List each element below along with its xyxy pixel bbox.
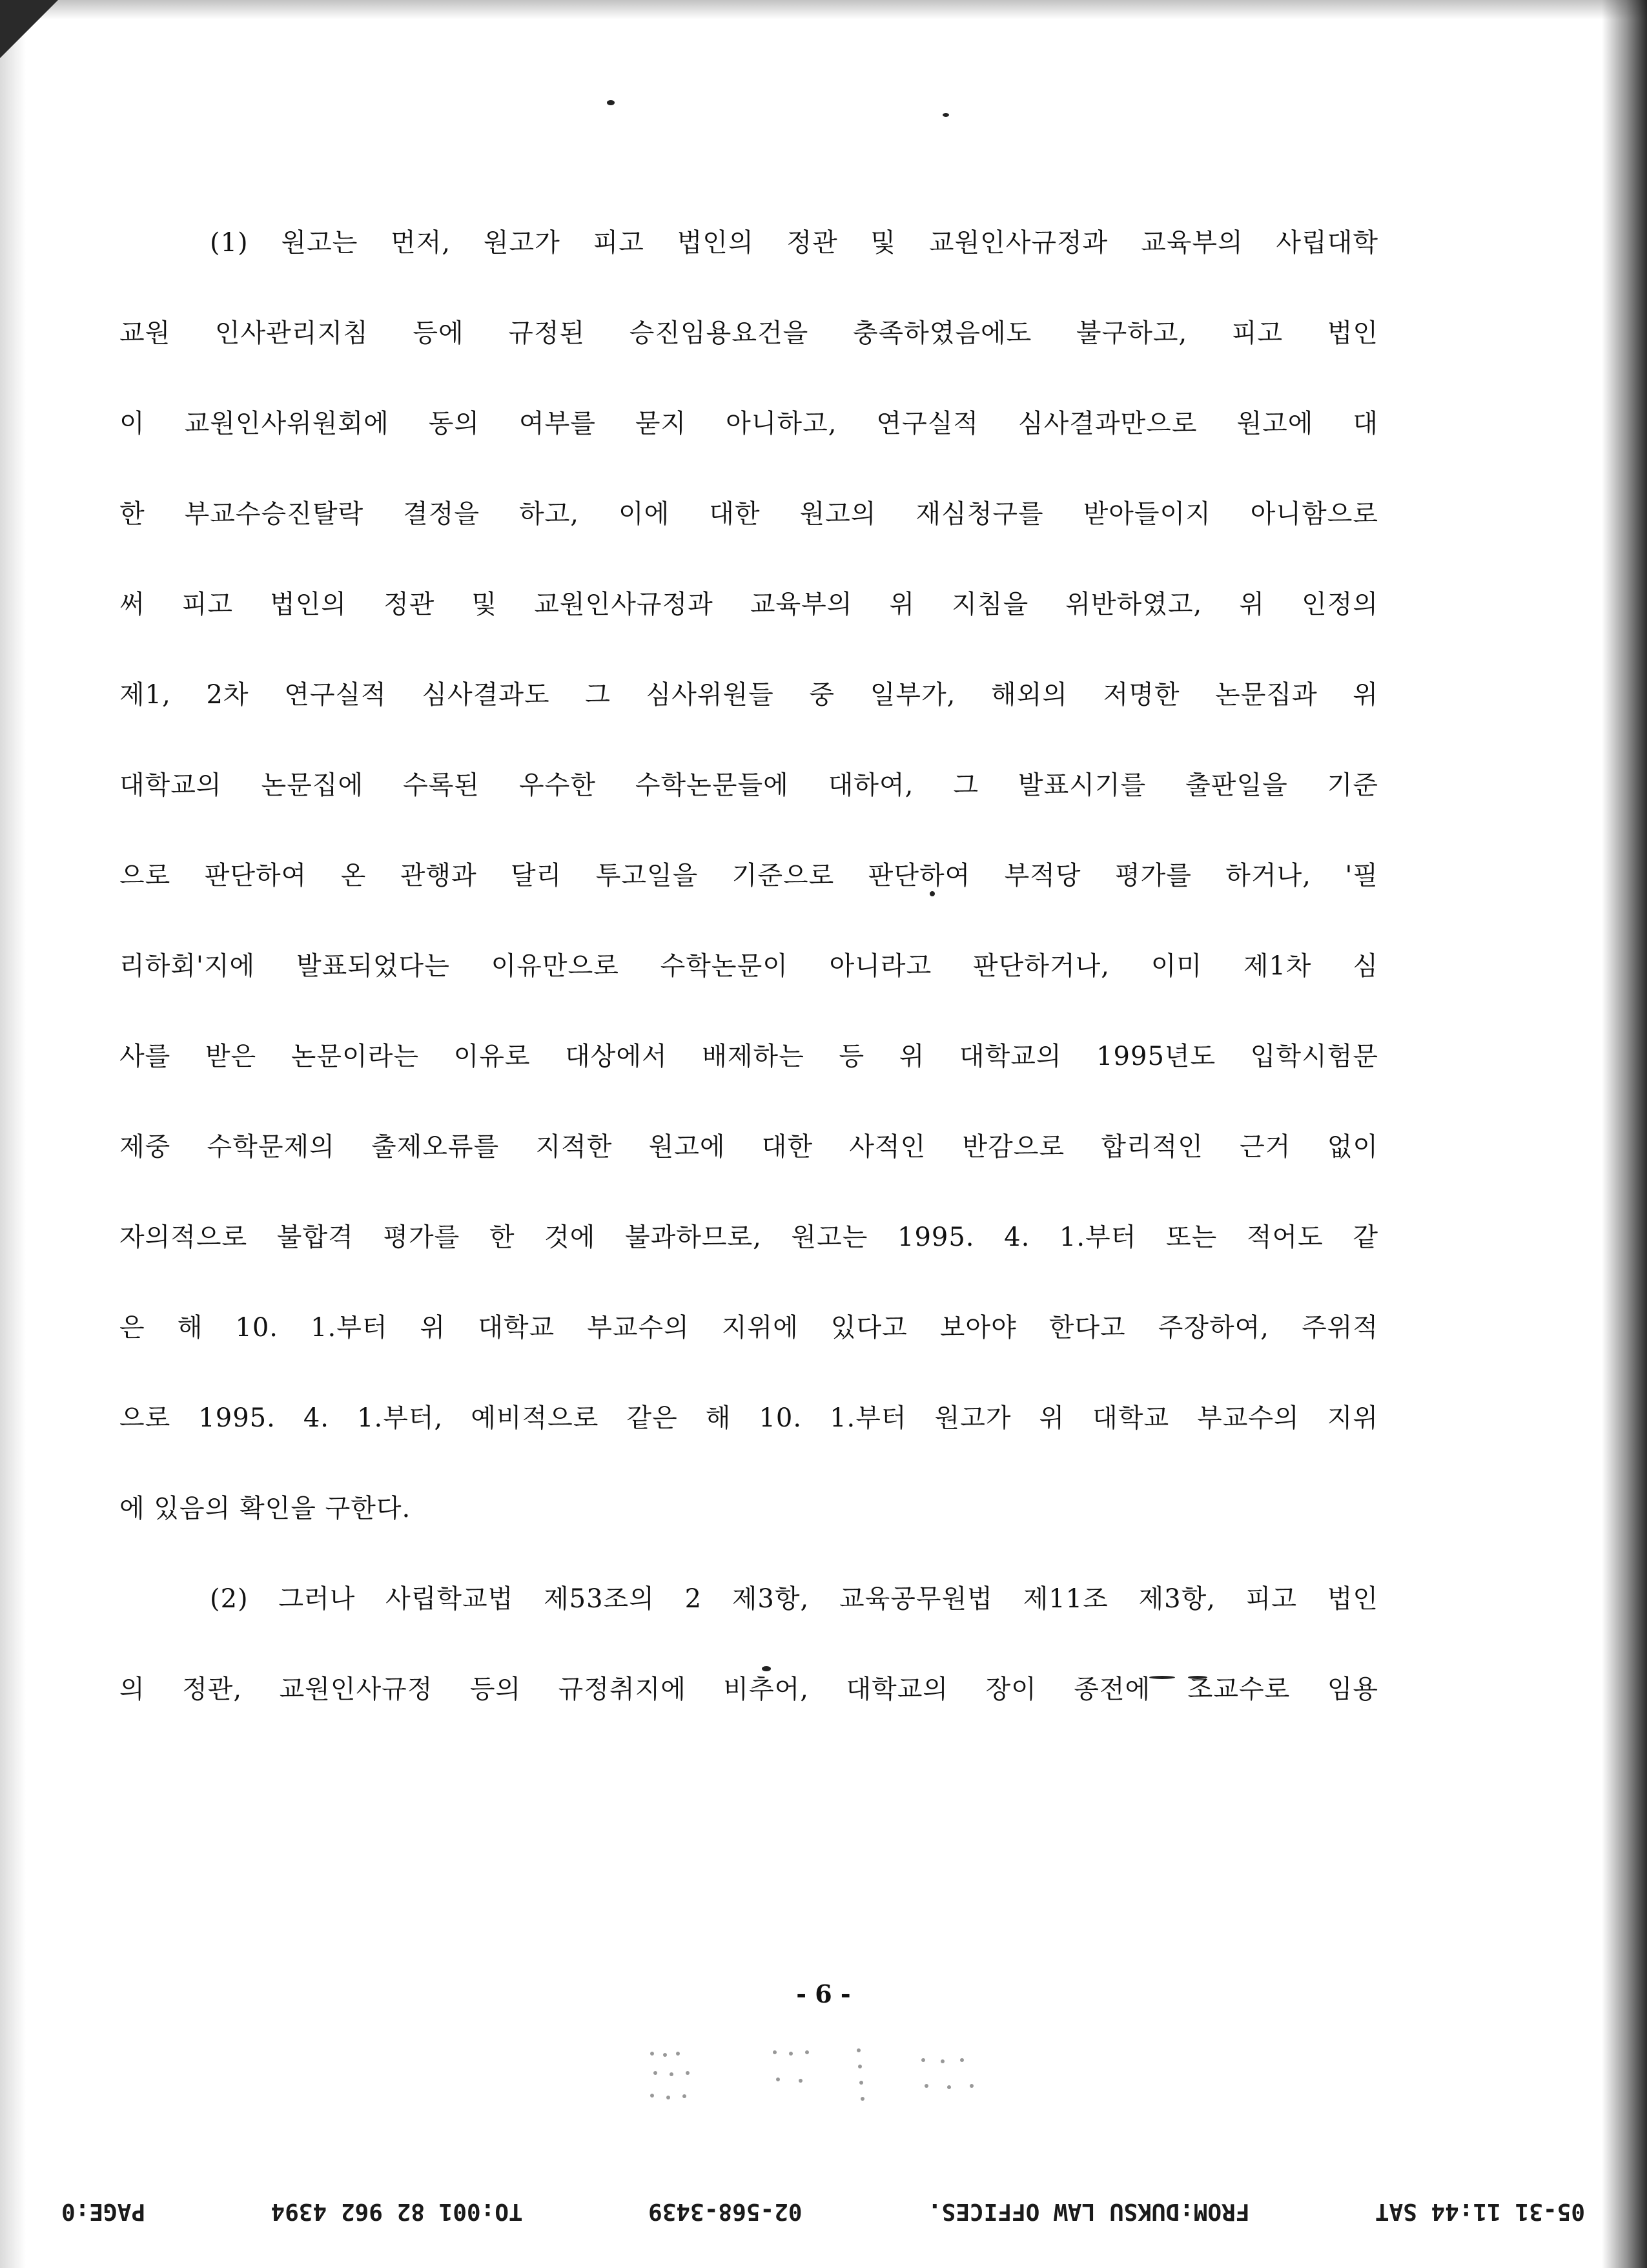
scan-edge-top bbox=[0, 0, 1647, 19]
body-line: 제중 수학문제의 출제오류를 지적한 원고에 대한 사적인 반감으로 합리적인 근거 없이 bbox=[119, 1132, 1378, 1162]
page-number: - 6 - bbox=[796, 1979, 851, 2008]
body-line: 의 정관, 교원인사규정 등의 규정취지에 비추어, 대학교의 장이 종전에 조교수로 임용 bbox=[119, 1675, 1378, 1704]
stamp-mark-residue bbox=[639, 2041, 1001, 2118]
body-line: 사를 받은 논문이라는 이유로 대상에서 배제하는 등 위 대학교의 1995년도 입학시험문 bbox=[119, 1042, 1378, 1071]
body-text bbox=[119, 213, 1378, 1750]
fax-datetime: 05-31 11:44 SAT bbox=[1375, 2198, 1585, 2225]
scan-corner-shadow bbox=[0, 0, 58, 58]
body-line: 제1, 2차 연구실적 심사결과도 그 심사위원들 중 일부가, 해외의 저명한 논문집과 위 bbox=[119, 680, 1378, 710]
fax-from-phone: 02-568-3439 bbox=[648, 2198, 803, 2225]
body-line: (1) 원고는 먼저, 원고가 피고 법인의 정관 및 교원인사규정과 교육부의 사립대학 bbox=[210, 228, 1378, 258]
body-line: 리하회'지에 발표되었다는 이유만으로 수학논문이 아니라고 판단하거나, 이미 제1차 심 bbox=[119, 951, 1378, 981]
body-line: (2) 그러나 사립학교법 제53조의 2 제3항, 교육공무원법 제11조 제3항, 피고 법인 bbox=[210, 1584, 1378, 1614]
body-line: 에 있음의 확인을 구한다. bbox=[119, 1494, 411, 1523]
body-line: 으로 판단하여 온 관행과 달리 투고일을 기준으로 판단하여 부적당 평가를 하거나, '필 bbox=[119, 861, 1378, 891]
body-line: 써 피고 법인의 정관 및 교원인사규정과 교육부의 위 지침을 위반하였고, 위 인정의 bbox=[119, 590, 1378, 619]
body-line: 이 교원인사위원회에 동의 여부를 묻지 아니하고, 연구실적 심사결과만으로 원고에 대 bbox=[119, 409, 1378, 438]
scan-edge-left bbox=[0, 0, 26, 2268]
body-line: 은 해 10. 1.부터 위 대학교 부교수의 지위에 있다고 보아야 한다고 주장하여, 주위적 bbox=[119, 1313, 1378, 1343]
fax-transmission-header bbox=[61, 2192, 1585, 2231]
body-line: 자의적으로 불합격 평가를 한 것에 불과하므로, 원고는 1995. 4. 1.부터 또는 적어도 같 bbox=[119, 1222, 1378, 1252]
fax-from: FROM:DUKSU LAW OFFICES. bbox=[927, 2198, 1250, 2225]
scan-speck bbox=[607, 100, 615, 105]
fax-page: PAGE:0 bbox=[61, 2198, 146, 2225]
body-line: 교원 인사관리지침 등에 규정된 승진임용요건을 충족하였음에도 불구하고, 피고 법인 bbox=[119, 318, 1378, 348]
scan-edge-right bbox=[1602, 0, 1647, 2268]
body-line: 대학교의 논문집에 수록된 우수한 수학논문들에 대하여, 그 발표시기를 출판일을 기준 bbox=[119, 770, 1378, 800]
body-line: 으로 1995. 4. 1.부터, 예비적으로 같은 해 10. 1.부터 원고가 위 대학교 부교수의 지위 bbox=[119, 1403, 1378, 1433]
scan-speck bbox=[943, 113, 949, 117]
fax-to: TO:001 82 962 4394 bbox=[271, 2198, 523, 2225]
body-line: 한 부교수승진탈락 결정을 하고, 이에 대한 원고의 재심청구를 받아들이지 아니함으로 bbox=[119, 499, 1378, 529]
